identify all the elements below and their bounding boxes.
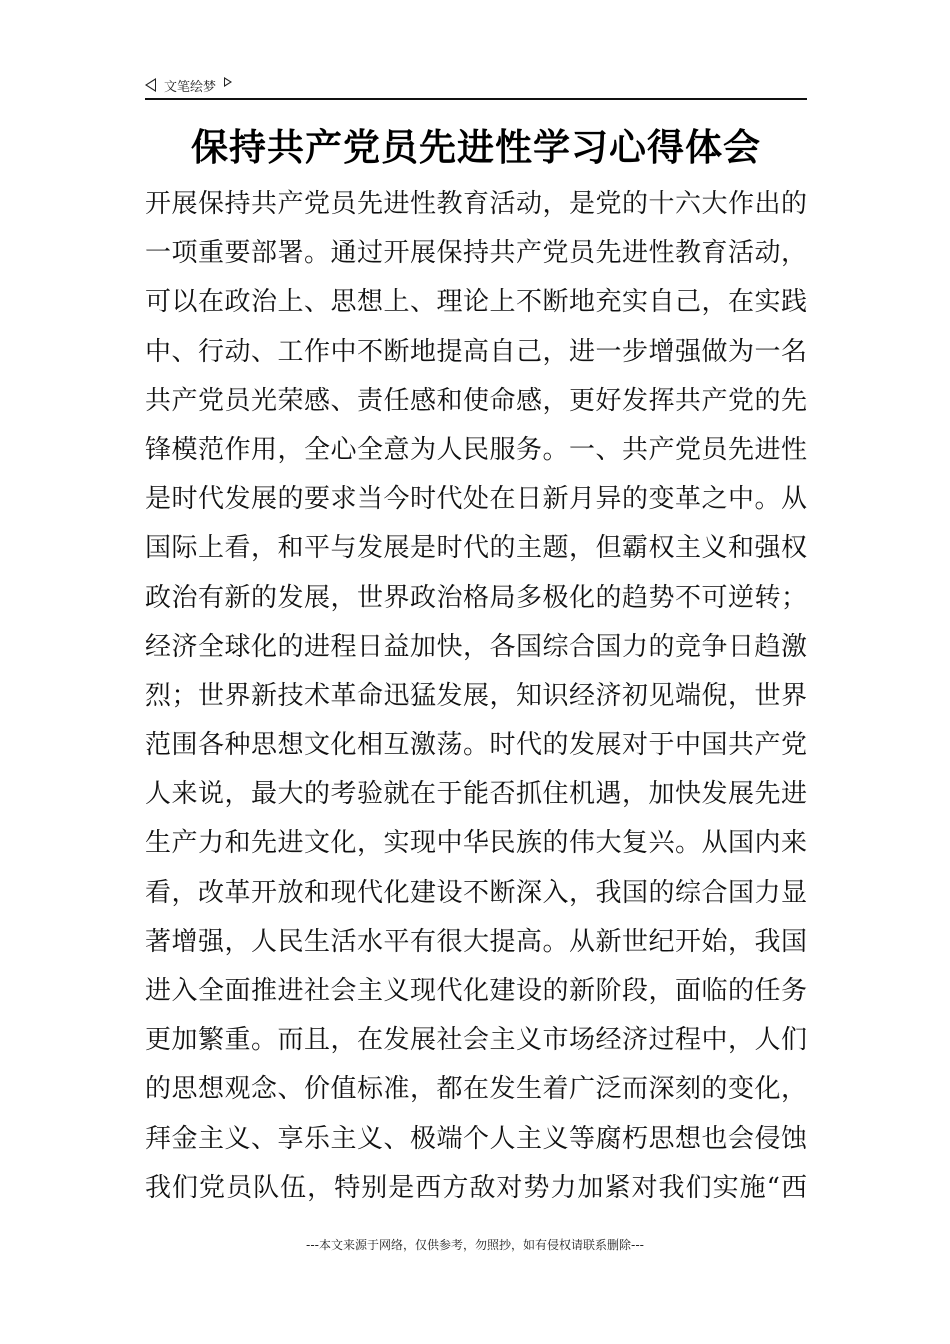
body-line: 拜金主义、享乐主义、极端个人主义等腐朽思想也会侵蚀 [145, 1123, 807, 1154]
body-line: 锋模范作用，全心全意为人民服务。一、共产党员先进性 [145, 434, 807, 465]
header-brand: 文笔绘梦 [164, 79, 217, 95]
body-line: 一项重要部署。通过开展保持共产党员先进性教育活动， [145, 238, 807, 269]
body-line: 范围各种思想文化相互激荡。时代的发展对于中国共产党 [145, 730, 807, 761]
body-line: 人来说，最大的考验就在于能否抓住机遇，加快发展先进 [145, 779, 807, 810]
footer-notice: ---本文来源于网络，仅供参考，勿照抄，如有侵权请联系删除--- [306, 1238, 644, 1252]
body-line: 著增强，人民生活水平有很大提高。从新世纪开始，我国 [145, 926, 807, 957]
triangle-right-icon [224, 77, 232, 87]
body-line: 是时代发展的要求当今时代处在日新月异的变革之中。从 [145, 484, 807, 515]
header-divider [145, 98, 807, 100]
body-line: 共产党员光荣感、责任感和使命感，更好发挥共产党的先 [145, 385, 807, 416]
body-line: 中、行动、工作中不断地提高自己，进一步增强做为一名 [145, 336, 807, 367]
body-line: 更加繁重。而且，在发展社会主义市场经济过程中，人们 [145, 1025, 807, 1056]
body-line: 可以在政治上、思想上、理论上不断地充实自己，在实践 [145, 287, 807, 318]
body-line: 经济全球化的进程日益加快，各国综合国力的竞争日趋激 [145, 631, 807, 662]
document-title: 保持共产党员先进性学习心得体会 [191, 126, 761, 169]
body-line: 的思想观念、价值标准，都在发生着广泛而深刻的变化， [145, 1074, 807, 1105]
body-line: 看，改革开放和现代化建设不断深入，我国的综合国力显 [145, 877, 807, 908]
body-line: 生产力和先进文化，实现中华民族的伟大复兴。从国内来 [145, 828, 807, 859]
body-line: 国际上看，和平与发展是时代的主题，但霸权主义和强权 [145, 533, 807, 564]
document-body [145, 180, 807, 1213]
body-line: 开展保持共产党员先进性教育活动，是党的十六大作出的 [145, 189, 807, 219]
body-line: 进入全面推进社会主义现代化建设的新阶段，面临的任务 [145, 976, 807, 1006]
body-line: 政治有新的发展，世界政治格局多极化的趋势不可逆转； [145, 582, 807, 613]
page-header [145, 72, 807, 98]
body-line: 烈；世界新技术革命迅猛发展，知识经济初见端倪，世界 [145, 680, 807, 711]
triangle-left-icon [145, 78, 156, 92]
body-line: 我们党员队伍，特别是西方敌对势力加紧对我们实施“西 [145, 1172, 807, 1203]
